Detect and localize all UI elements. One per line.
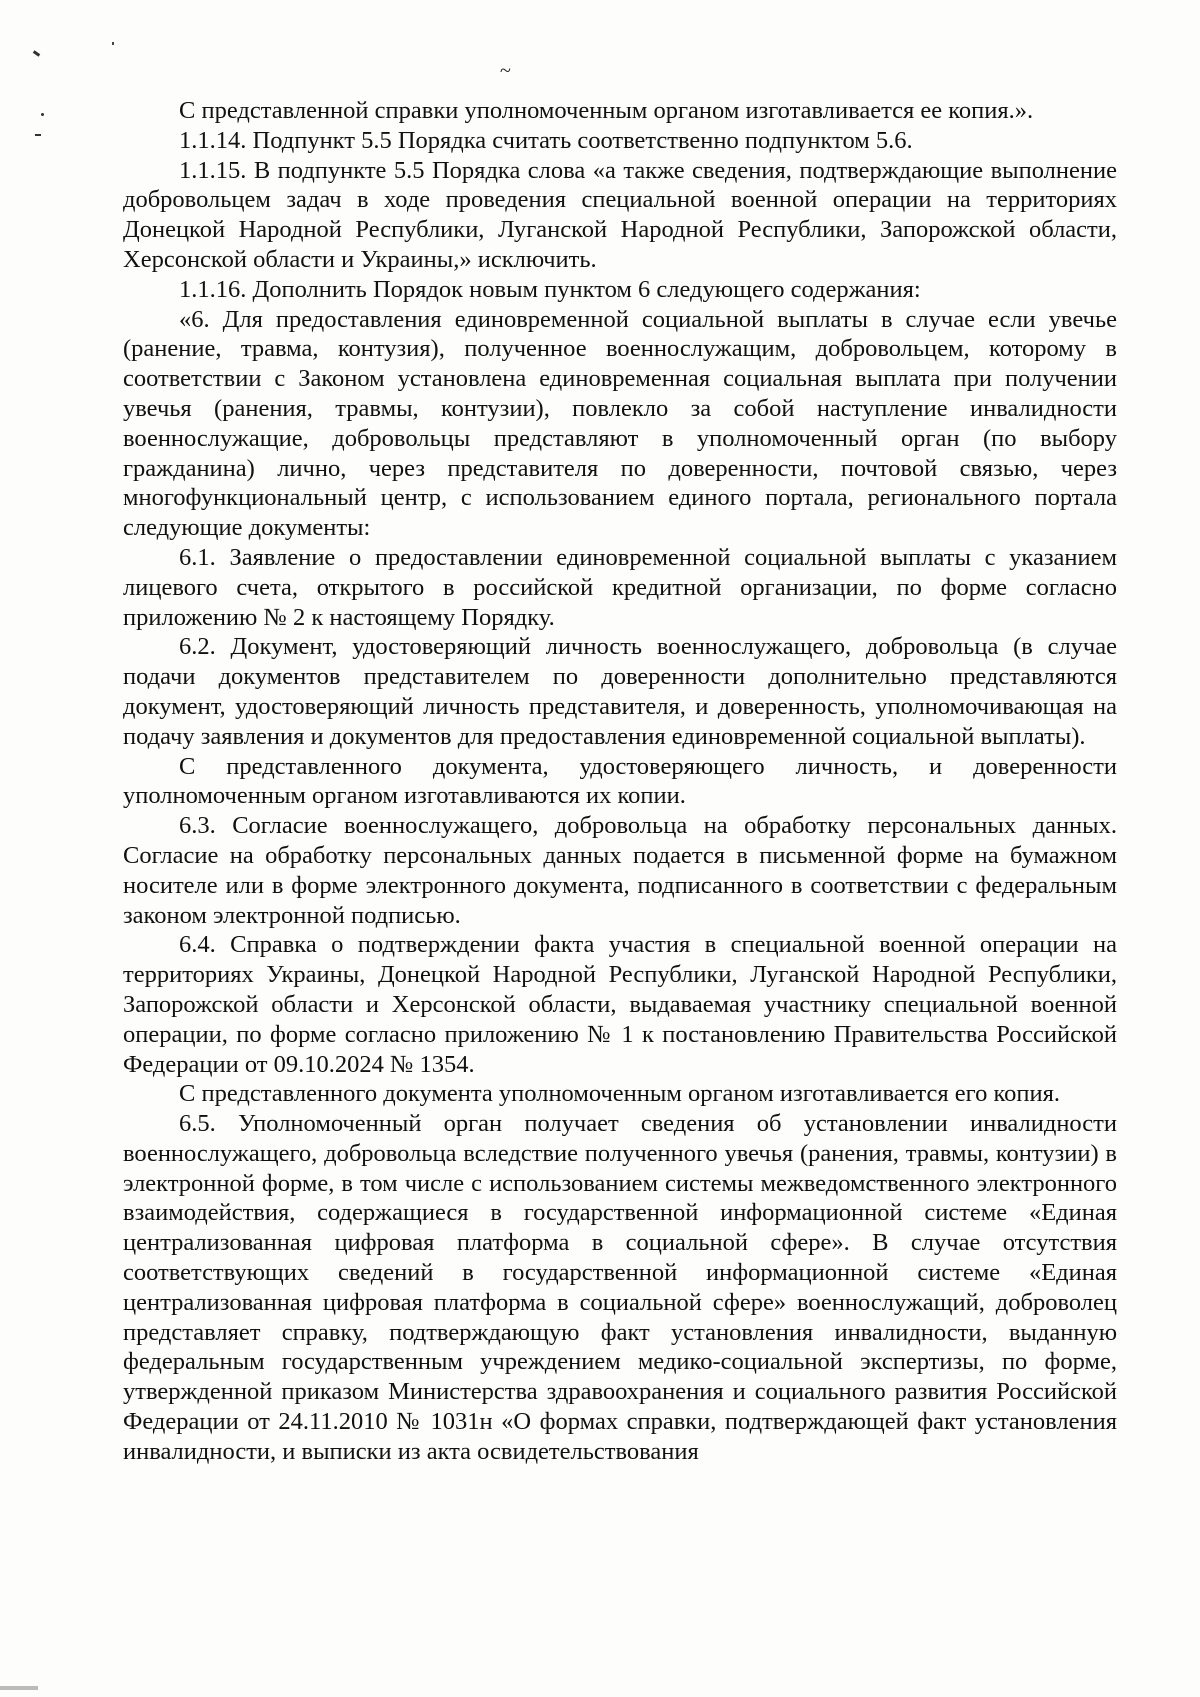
paragraph-item-6: «6. Для предоставления единовременной социальной выплаты в случае если увечье (ранение, травма, контузия), полученное военнослужащим, добровольцем, которому в соответствии с Законом установлена единовременная социальная выплата при получении увечья (ранения, травмы, контузии), повлекло за собой наступление инвалидности военнослужащие, добровольцы представляют в уполномоченный орган (по выбору гражданина) лично, через представителя по доверенности, почтовой связью, через многофункциональный центр, с использованием единого портала, регионального портала следующие документы: — [123, 305, 1117, 542]
scan-speck — [33, 50, 40, 56]
paragraph-item-6-3: 6.3. Согласие военнослужащего, добровольца на обработку персональных данных. Согласие на обработку персональных данных подается в письменной форме на бумажном носителе или в форме электронного документа, подписанного в соответствии с федеральным законом электронной подписью. — [123, 812, 1117, 929]
paragraph-item-6-2: 6.2. Документ, удостоверяющий личность военнослужащего, добровольца (в случае подачи документов представителем по доверенности дополнительно представляются документ, удостоверяющий личность представителя, и доверенность, уполномочивающая на подачу заявления и документов для предоставления единовременной социальной выплаты). — [123, 633, 1117, 750]
paragraph-1-1-16: 1.1.16. Дополнить Порядок новым пунктом 6 следующего содержания: — [179, 275, 921, 303]
paragraph-item-6-1: 6.1. Заявление о предоставлении единовременной социальной выплаты с указанием лицевого счета, открытого в российской кредитной организации, по форме согласно приложению № 2 к настоящему Порядку. — [123, 543, 1117, 631]
scan-edge — [0, 1686, 38, 1690]
paragraph-item-6-4: 6.4. Справка о подтверждении факта участия в специальной военной операции на территориях Украины, Донецкой Народной Республики, Луганской Народной Республики, Запорожской области и Херсонской области, выдаваемая участнику специальной военной операции, по форме согласно приложению № 1 к постановлению Правительства Российской Федерации от 09.10.2024 № 1354. — [123, 931, 1117, 1078]
paragraph-1-1-14: 1.1.14. Подпункт 5.5 Порядка считать соответственно подпунктом 5.6. — [179, 126, 913, 154]
paragraph-6-4-copy-note: С представленного документа уполномоченным органом изготавливается его копия. — [179, 1080, 1061, 1108]
scan-speck — [41, 113, 44, 116]
handwritten-mark: ~ — [500, 60, 511, 82]
scan-speck — [35, 134, 41, 136]
paragraph-copy-note: С представленной справки уполномоченным органом изготавливается ее копия.». — [179, 97, 1034, 124]
paragraph-6-2-copy-note: С представленного документа, удостоверяющего личность, и доверенности уполномоченным органом изготавливаются их копии. — [123, 752, 1117, 810]
paragraph-item-6-5: 6.5. Уполномоченный орган получает сведения об установлении инвалидности военнослужащего, добровольца вследствие полученного увечья (ранения, травмы, контузии) в электронной форме, в том числе с использованием системы межведомственного электронного взаимодействия, содержащиеся в государственной информационной системе «Единая централизованная цифровая платформа в социальной сфере». В случае отсутствия соответствующих сведений в государственной информационной системе «Единая централизованная цифровая платформа в социальной сфере» военнослужащий, доброволец представляет справку, подтверждающую факт установления инвалидности, выданную федеральным государственным учреждением медико-социальной экспертизы, по форме, утвержденной приказом Министерства здравоохранения и социального развития Российской Федерации от 24.11.2010 № 1031н «О формах справки, подтверждающей факт установления инвалидности, и выписки из акта освидетельствования — [123, 1110, 1117, 1465]
scan-speck — [112, 42, 114, 45]
document-body — [123, 96, 1117, 1467]
paragraph-1-1-15: 1.1.15. В подпункте 5.5 Порядка слова «а также сведения, подтверждающие выполнение добровольцем задач в ходе проведения специальной военной операции на территориях Донецкой Народной Республики, Луганской Народной Республики, Запорожской области, Херсонской области и Украины,» исключить. — [123, 156, 1117, 273]
